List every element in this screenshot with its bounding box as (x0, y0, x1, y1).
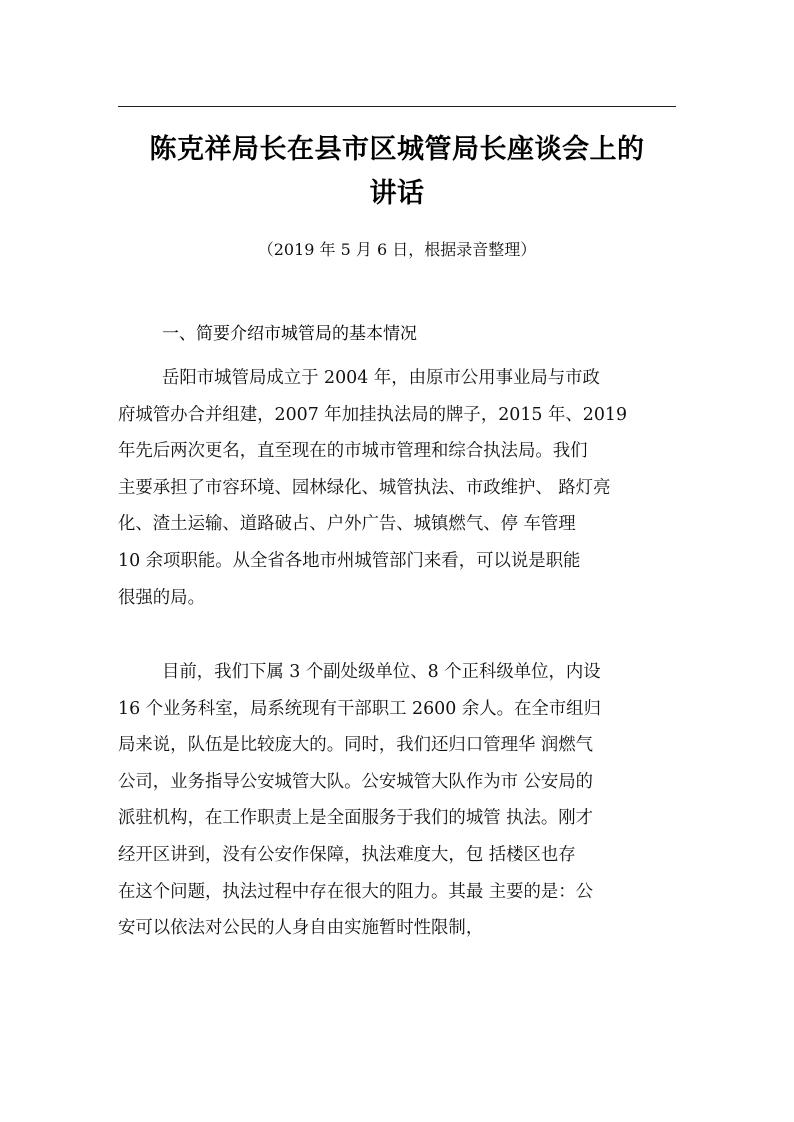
paragraph-line: 目前，我们下属 3 个副处级单位、8 个正科级单位，内设 (162, 662, 601, 682)
title-line-2: 讲话 (369, 178, 425, 209)
paragraph-line: 派驻机构，在工作职责上是全面服务于我们的城管 执法。刚才 (118, 808, 594, 829)
paragraph-line: 府城管办合并组建，2007 年加挂执法局的牌子，2015 年、2019 (118, 404, 628, 425)
paragraph-line: 在这个问题，执法过程中存在很大的阻力。其最 主要的是：公 (118, 881, 594, 902)
paragraph-line: 主要承担了市容环境、园林绿化、城管执法、市政维护、 路灯亮 (118, 477, 611, 498)
header-rule (118, 106, 676, 107)
paragraph-line: 岳阳市城管局成立于 2004 年，由原市公用事业局与市政 (162, 368, 600, 388)
paragraph-2 (118, 654, 694, 947)
paragraph-line: 公司，业务指导公安城管大队。公安城管大队作为市 公安局的 (118, 771, 594, 792)
paragraph-line: 经开区讲到，没有公安作保障，执法难度大，包 括楼区也存 (118, 844, 576, 865)
paragraph-line: 化、渣土运输、道路破占、户外广告、城镇燃气、停 车管理 (118, 514, 576, 535)
document-subtitle: （2019 年 5 月 6 日，根据录音整理） (257, 240, 537, 259)
paragraph-line: 局来说，队伍是比较庞大的。同时，我们还归口管理华 润燃气 (118, 735, 594, 756)
title-line-1: 陈克祥局长在县市区城管局长座谈会上的 (149, 134, 645, 165)
paragraph-line: 年先后两次更名，直至现在的市城市管理和综合执法局。我们 (118, 441, 588, 462)
paragraph-line: 16 个业务科室，局系统现有干部职工 2600 余人。在全市组归 (118, 698, 601, 719)
paragraph-line: 10 余项职能。从全省各地市州城管部门来看，可以说是职能 (118, 550, 581, 571)
paragraph-1 (118, 360, 694, 616)
section-heading: 一、简要介绍市城管局的基本情况 (162, 324, 417, 344)
paragraph-line: 很强的局。 (118, 587, 205, 608)
document-title (100, 128, 694, 216)
paragraph-line: 安可以依法对公民的人身自由实施暂时性限制， (118, 918, 484, 939)
